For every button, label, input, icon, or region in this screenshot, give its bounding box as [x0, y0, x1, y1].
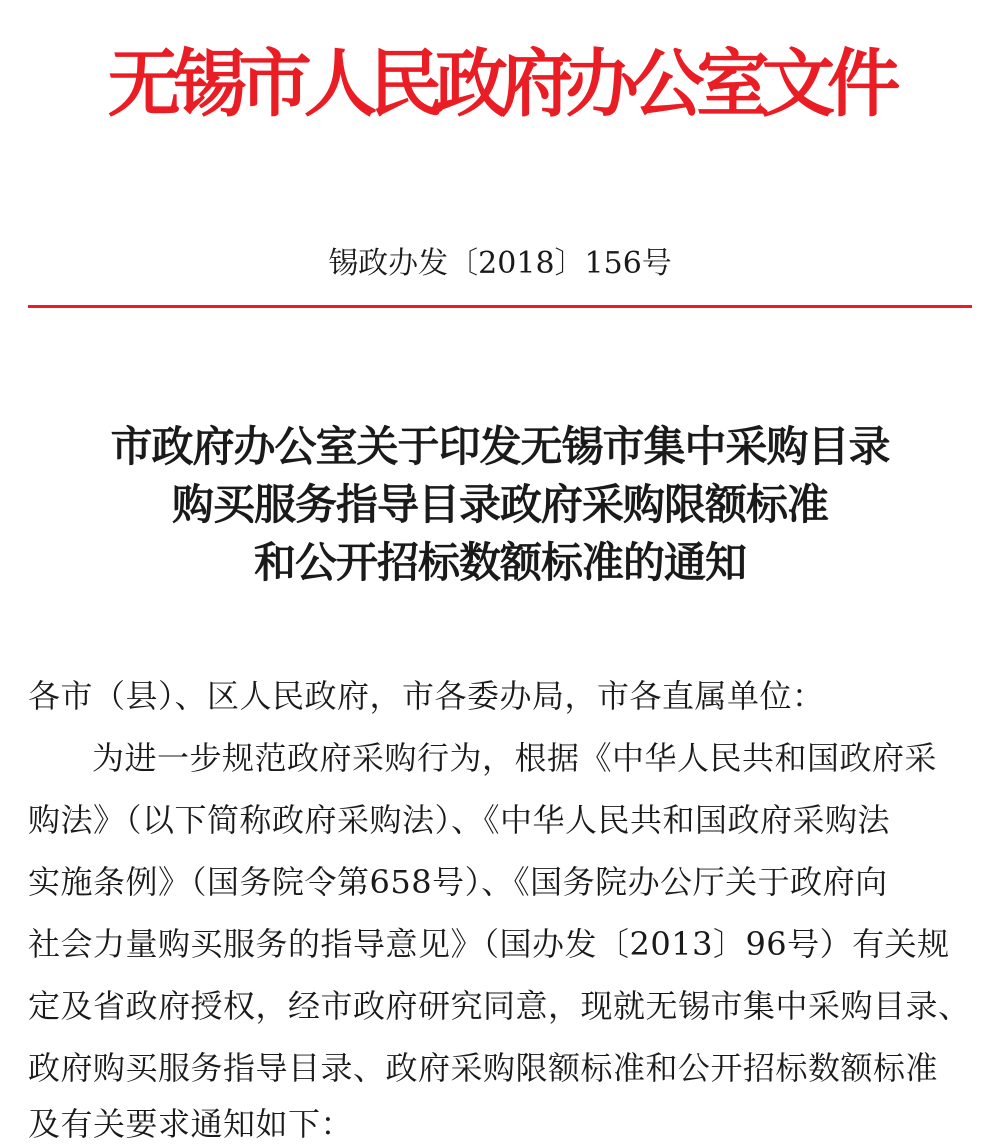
- title-line: 和公开招标数额标准的通知: [253, 538, 746, 587]
- document-number: 锡政办发〔2018〕156号: [328, 246, 672, 281]
- body-paragraph-line: 社会力量购买服务的指导意见》（国办发〔2013〕96号）有关规: [28, 925, 950, 963]
- red-separator-line: [28, 305, 972, 308]
- title-line: 市政府办公室关于印发无锡市集中采购目录: [110, 422, 890, 471]
- body-paragraph-line: 购法》（以下简称政府采购法）、《中华人民共和国政府采购法: [28, 801, 891, 839]
- title-line: 购买服务指导目录政府采购限额标准: [171, 480, 828, 529]
- body-paragraph-line: 定及省政府授权，经市政府研究同意，现就无锡市集中采购目录、: [28, 987, 971, 1025]
- masthead: 无锡市人民政府办公室文件: [107, 41, 893, 127]
- document-title: [0, 418, 1000, 592]
- body-paragraph-line: 及有关要求通知如下：: [28, 1105, 354, 1143]
- body-paragraph-line: 为进一步规范政府采购行为，根据《中华人民共和国政府采: [92, 739, 938, 777]
- body-paragraph-line: 实施条例》（国务院令第658号）、《国务院办公厅关于政府向: [28, 863, 888, 901]
- body-paragraph-line: 政府购买服务指导目录、政府采购限额标准和公开招标数额标准: [28, 1049, 939, 1087]
- addressee-line: 各市（县）、区人民政府，市各委办局，市各直属单位：: [28, 677, 825, 715]
